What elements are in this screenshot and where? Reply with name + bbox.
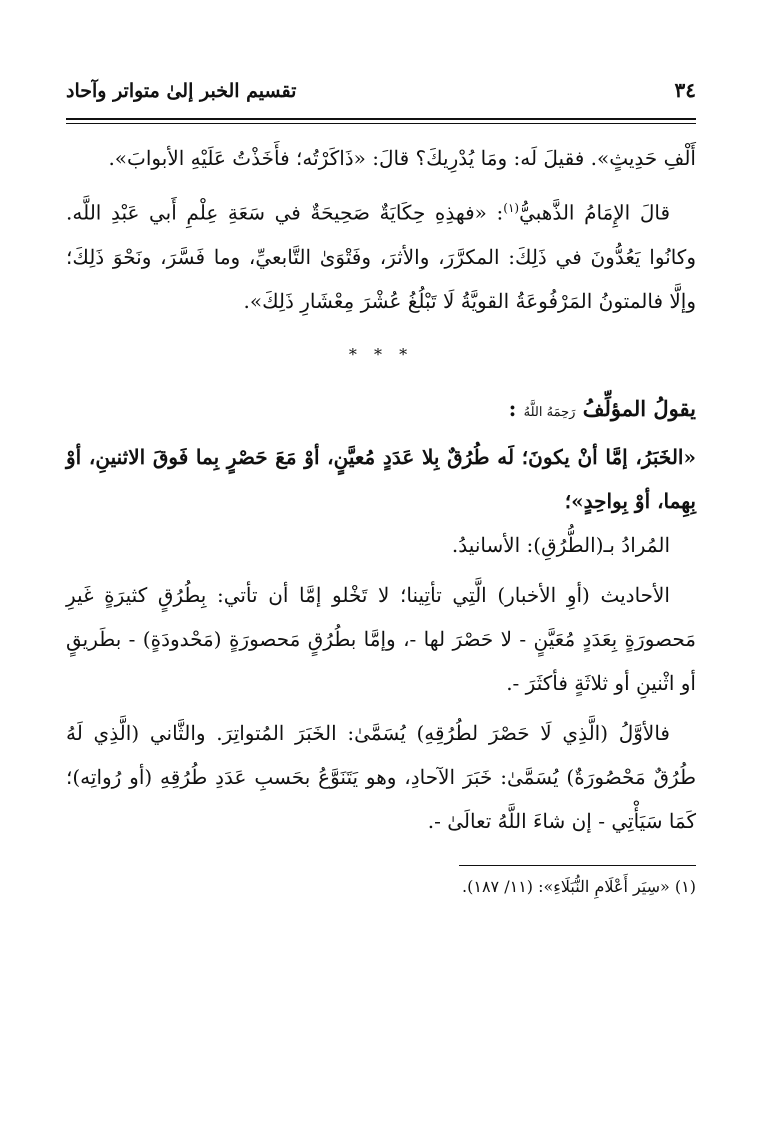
running-title: تقسيم الخبر إلىٰ متواتر وآحاد [66, 80, 297, 102]
paragraph-2 [66, 186, 696, 323]
paragraph-2-start: قالَ الإِمَامُ الذَّهبيُّ [519, 200, 670, 225]
author-heading [66, 387, 696, 435]
paragraph-2-rest: : «فهذِهِ حِكَايَةٌ صَحِيحَةٌ في سَعَةِ عِلْمِ أَبي عَبْدِ اللَّه. وكانُوا يَعُدُّونَ في ذَلِكَ: المكرَّرَ، والأثرَ، وفَتْوَىٰ التَّابعيِّ، وما فَسَّرَ، ونَحْوَ ذَلِكَ؛ وإلَّا فالمتونُ المَرْفُوعَةُ القويَّةُ لَا تَبْلُغُ عُشْرَ مِعْشَارِ ذَلِكَ». [66, 200, 696, 313]
author-heading-text: يقولُ المؤلِّفُ [582, 395, 696, 421]
footnote-marker[interactable]: (١) [503, 201, 520, 215]
paragraph-3: المُرادُ بـ(الطُّرُقِ): الأسانيدُ. [451, 532, 670, 557]
header-rule-thick [66, 118, 696, 120]
paragraph-5: فالأوَّلُ (الَّذِي لَا حَصْرَ لطُرُقِهِ) يُسَمَّىٰ: الخَبَرَ المُتواتِرَ. والثَّاني (الَّذِي لَهُ طُرُقٌ مَحْصُورَةٌ) يُسَمَّىٰ: خَبَرَ الآحادِ، وهو يَتَنَوَّعُ بحَسبِ عَدَدِ طُرُقِهِ (أو رُواتِه)؛ كَمَا سَيَأْتِي - إن شاءَ اللَّهُ تعالَىٰ -. [66, 720, 696, 833]
matn-text: «الخَبَرُ، إمَّا أنْ يكونَ؛ لَه طُرُقٌ بِلا عَدَدٍ مُعيَّنٍ، أوْ مَعَ حَصْرٍ بِما فَوقَ الاثنينِ، أوْ بِهِما، أوْ بِواحِدٍ»؛ [66, 444, 696, 513]
author-heading-colon: : [508, 395, 517, 421]
paragraph-4: الأحاديث (أوِ الأخبار) الَّتِي تأتِينا؛ لا تَخْلو إمَّا أن تأتي: بِطُرُقٍ كثيرَةٍ غَيرِ مَحصورَةٍ بِعَدَدٍ مُعَيَّنٍ - لا حَصْرَ لها -، وإمَّا بطُرُقٍ مَحصورَةٍ (مَحْدودَةٍ) - بطَريقٍ أو اثْنينِ أو ثلاثَةٍ فأكثَرَ -. [66, 582, 696, 695]
paragraph-1: أَلْفِ حَدِيثٍ». فقيلَ لَه: ومَا يُدْرِيكَ؟ قالَ: «ذَاكَرْتُه؛ فأَخَذْتُ عَلَيْهِ الأبوابَ». [108, 146, 696, 170]
author-honorific: رَحِمَهُ اللَّهُ [523, 404, 576, 420]
footnote-1: (١) «سِيَر أَعْلَامِ النُّبَلَاءِ»: (١١/ ١٨٧). [462, 876, 696, 896]
section-divider: * * * [348, 344, 414, 364]
running-header [66, 78, 696, 114]
footnote-rule [459, 865, 696, 866]
page-number: ٣٤ [674, 78, 696, 102]
book-page [66, 78, 696, 900]
header-rule-thin [66, 123, 696, 124]
body-text [66, 136, 696, 843]
